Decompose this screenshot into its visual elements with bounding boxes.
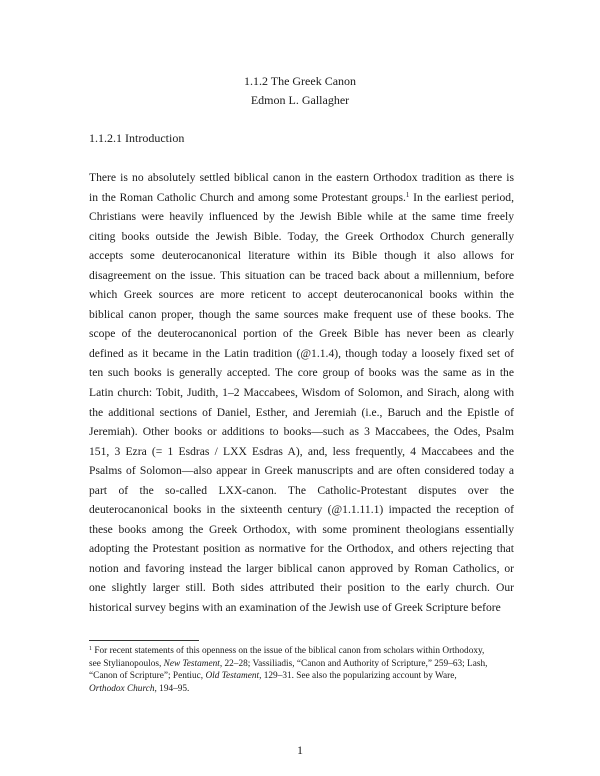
body-line: adopting the Protestant position as normative for the Orthodox, and others rejecting that [89, 542, 514, 556]
body-line [89, 188, 514, 208]
body-line: the additional sections of Daniel, Esther, and Jeremiah (i.e., Baruch and the Epistle of [89, 405, 514, 419]
body-line: citing books outside the Jewish Bible. Today, the Greek Orthodox Church generally [89, 229, 514, 243]
footnote [89, 645, 514, 695]
body-line: ten such books is generally accepted. The core group of books was the same as in the [89, 366, 514, 380]
footnote-book-title: Old Testament [205, 671, 260, 681]
body-paragraph [89, 168, 514, 618]
footnote-line [89, 658, 514, 671]
body-line: Jeremiah). Other books or additions to books—such as 3 Maccabees, the Odes, Psalm [89, 425, 514, 439]
body-line-text: in the Roman Catholic Church and among some Protestant groups. [89, 190, 406, 204]
footnote-marker: 1 [89, 646, 92, 652]
footnote-book-title: Orthodox Church [89, 683, 155, 694]
chapter-title: 1.1.2 The Greek Canon [243, 74, 357, 88]
footnote-text: , 129–31. See also the popularizing account by Ware, [259, 671, 457, 681]
footnote-text: For recent statements of this openness on the issue of the biblical canon from scholars within Orthodoxy, [92, 646, 485, 656]
body-line: Psalms of Solomon—also appear in Greek manuscripts and are often considered today a [89, 464, 514, 478]
body-line: deuterocanonical books in the sixteenth century (@1.1.11.1) impacted the reception of [89, 503, 514, 517]
footnote-line [89, 683, 514, 696]
body-line: which Greek sources are more reticent to accept deuterocanonical books within the [89, 288, 514, 302]
title-block [0, 72, 600, 110]
footnote-line [89, 670, 514, 683]
body-line: 151, 3 Ezra (= 1 Esdras / LXX Esdras A), and, less frequently, 4 Maccabees and the [89, 444, 514, 458]
footnote-reference[interactable]: 1 [405, 190, 410, 199]
footnote-text: , 22–28; Vassiliadis, “Canon and Authority of Scripture,” 259–63; Lash, [219, 658, 488, 669]
body-line: Christians were heavily influenced by the Jewish Bible while at the same time freely [89, 210, 514, 224]
body-line: scope of the deuterocanonical portion of the Greek Bible has never been as clearly [89, 327, 514, 341]
footnote-divider [89, 640, 199, 641]
footnote-text: “Canon of Scripture”; Pentiuc, [89, 671, 206, 681]
body-line: biblical canon proper, though the same sources make frequent use of these books. The [89, 307, 514, 321]
footnote-text: , 194–95. [154, 683, 190, 694]
body-line: disagreement on the issue. This situation can be traced back about a millennium, before [89, 268, 514, 282]
section-heading: 1.1.2.1 Introduction [89, 131, 185, 145]
body-line: historical survey begins with an examination of the Jewish use of Greek Scripture before [89, 601, 501, 615]
body-line: There is no absolutely settled biblical canon in the eastern Orthodox tradition as there is [89, 171, 514, 184]
body-line: one slightly larger still. Both sides attributed their position to the early church. Our [89, 581, 514, 595]
author-name: Edmon L. Gallagher [250, 93, 350, 107]
body-line: Latin church: Tobit, Judith, 1–2 Maccabees, Wisdom of Solomon, and Sirach, along with [89, 386, 514, 400]
page-number: 1 [297, 743, 303, 757]
footnote-line [89, 645, 514, 658]
body-line-text: In the earliest period, [409, 190, 515, 204]
body-line: accepts some deuterocanonical literature within its Bible though it also allows for [89, 249, 514, 263]
body-line: defined as it became in the Latin tradition (@1.1.4), though today a loosely fixed set of [89, 346, 514, 360]
footnote-book-title: New Testament [163, 658, 220, 669]
body-line: these books among the Greek Orthodox, with some prominent theologians essentially [89, 522, 514, 536]
body-line: part of the so-called LXX-canon. The Catholic-Protestant disputes over the [89, 483, 514, 497]
body-line: notion and favoring instead the larger biblical canon approved by Roman Catholics, or [89, 561, 514, 575]
footnote-text: see Stylianopoulos, [89, 658, 164, 669]
